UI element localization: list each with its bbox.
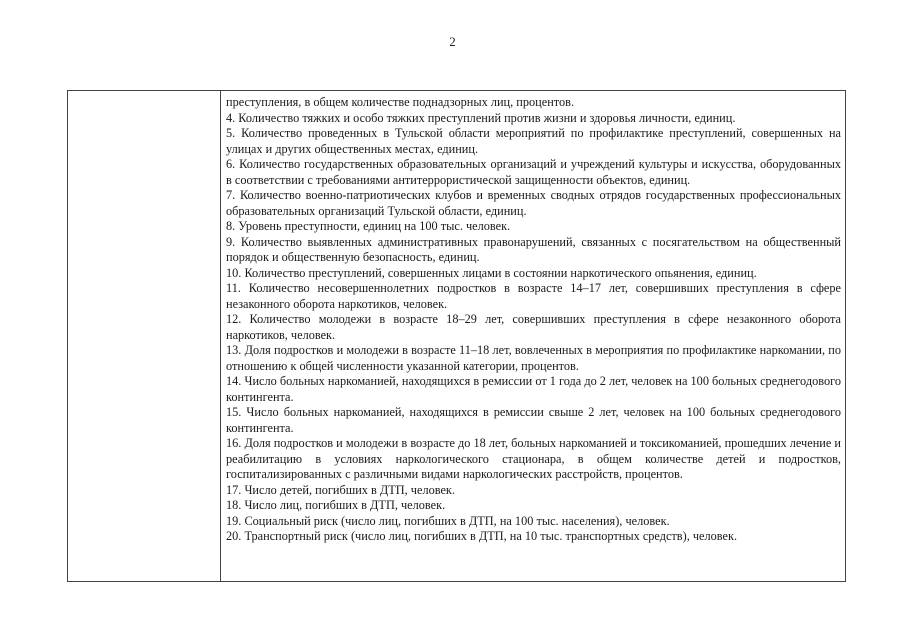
list-item: 5. Количество проведенных в Тульской области мероприятий по профилактике преступлений, совершенных на улицах и других общественных местах, единиц. bbox=[226, 126, 841, 156]
table-cell-empty bbox=[68, 91, 221, 582]
list-item: 17. Число детей, погибших в ДТП, человек. bbox=[226, 482, 455, 497]
indicators-list-cell bbox=[221, 91, 846, 582]
list-item: 12. Количество молодежи в возрасте 18–29 лет, совершивших преступления в сфере незаконного оборота наркотиков, человек. bbox=[226, 312, 841, 342]
list-item: 8. Уровень преступности, единиц на 100 тыс. человек. bbox=[226, 219, 511, 233]
list-item: 11. Количество несовершеннолетних подростков в возрасте 14–17 лет, совершивших преступления в сфере незаконного оборота наркотиков, человек. bbox=[226, 281, 841, 311]
list-item: 13. Доля подростков и молодежи в возрасте 11–18 лет, вовлеченных в мероприятия по профилактике наркомании, по отношению к общей численности указанной категории, процентов. bbox=[226, 343, 841, 373]
list-item: 15. Число больных наркоманией, находящихся в ремиссии свыше 2 лет, человек на 100 больных среднегодового контингента. bbox=[226, 405, 841, 435]
list-item: преступления, в общем количестве поднадзорных лиц, процентов. bbox=[226, 95, 575, 109]
list-item: 18. Число лиц, погибших в ДТП, человек. bbox=[226, 498, 446, 512]
list-item: 14. Число больных наркоманией, находящихся в ремиссии от 1 года до 2 лет, человек на 100 больных среднегодового контингента. bbox=[226, 374, 841, 404]
list-item: 6. Количество государственных образовательных организаций и учреждений культуры и искусства, оборудованных в соответствии с требованиями антитеррористической защищенности объектов, единиц. bbox=[226, 157, 841, 187]
list-item: 16. Доля подростков и молодежи в возрасте до 18 лет, больных наркоманией и токсикоманией, прошедших лечение и реабилитацию в условиях наркологического стационара, в общем количестве детей и подростков, госпитализированных с различными видами наркологических расстройств, процентов. bbox=[226, 436, 841, 481]
list-item: 20. Транспортный риск (число лиц, погибших в ДТП, на 10 тыс. транспортных средств), человек. bbox=[226, 529, 738, 543]
page-number: 2 bbox=[449, 34, 456, 49]
list-item: 10. Количество преступлений, совершенных лицами в состоянии наркотического опьянения, единиц. bbox=[226, 265, 757, 280]
list-item: 4. Количество тяжких и особо тяжких преступлений против жизни и здоровья личности, единиц. bbox=[226, 110, 736, 125]
list-item: 19. Социальный риск (число лиц, погибших в ДТП, на 100 тыс. населения), человек. bbox=[226, 513, 670, 528]
list-item: 7. Количество военно-патриотических клубов и временных сводных отрядов государственных профессиональных образовательных организаций Тульской области, единиц. bbox=[226, 188, 841, 218]
indicators-table bbox=[67, 90, 846, 582]
list-item: 9. Количество выявленных административных правонарушений, связанных с посягательством на общественный порядок и общественную безопасность, единиц. bbox=[226, 234, 841, 264]
table-row bbox=[68, 91, 846, 582]
